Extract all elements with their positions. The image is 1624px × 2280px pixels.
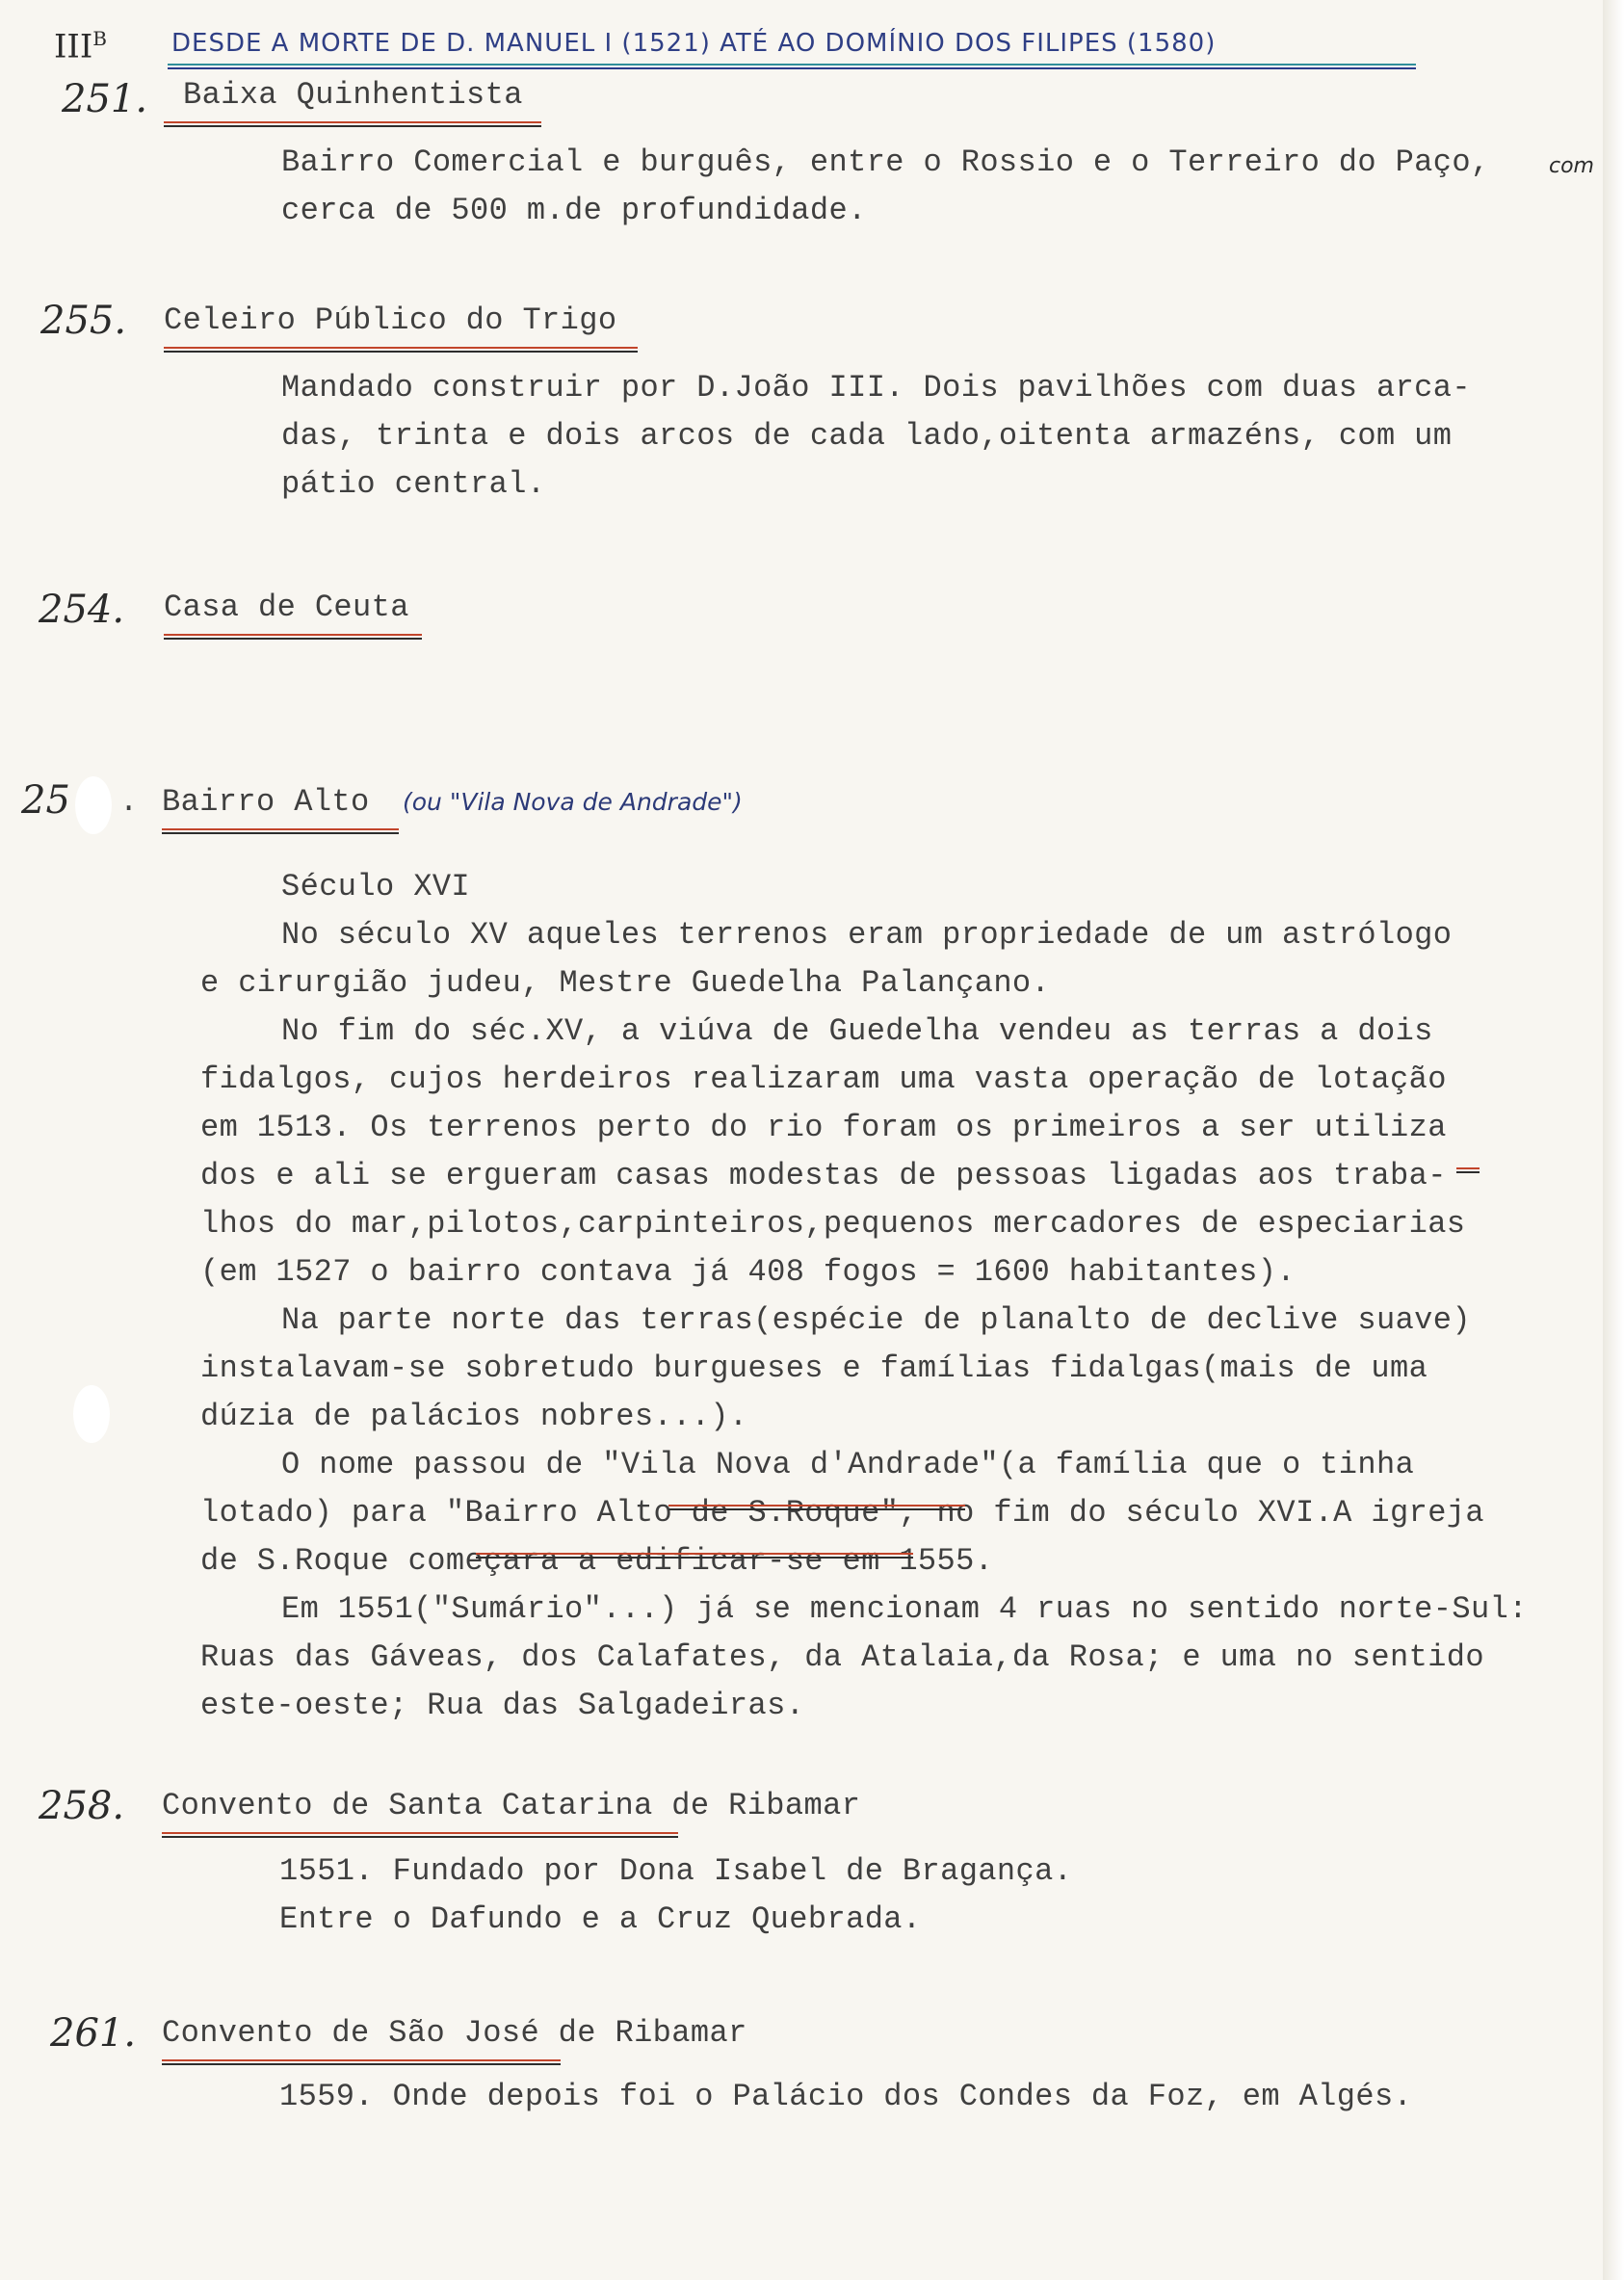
handwritten-note: (ou "Vila Nova de Andrade")	[403, 788, 743, 816]
text-line: e cirurgião judeu, Mestre Guedelha Palançano.	[200, 965, 1051, 1001]
entry-title-underline	[162, 1832, 678, 1838]
text-line: (em 1527 o bairro contava já 408 fogos = 1600 habitantes).	[200, 1254, 1296, 1290]
text-line: em 1513. Os terrenos perto do rio foram os primeiros a ser utiliza	[200, 1110, 1447, 1145]
text-line: este-oeste; Rua das Salgadeiras.	[200, 1688, 805, 1723]
entry-title: Bairro Alto	[162, 784, 370, 820]
text-line: Século XVI	[281, 869, 471, 904]
title-underline	[168, 64, 1416, 69]
text-line: Ruas das Gáveas, dos Calafates, da Atalaia,da Rosa; e uma no sentido	[200, 1639, 1485, 1675]
entry-number: 255.	[40, 299, 127, 343]
entry-title-line	[162, 1788, 860, 1823]
text-line: Bairro Comercial e burguês, entre o Rossio e o Terreiro do Paço,	[281, 144, 1490, 180]
entry-title: Convento de Santa Catarina	[162, 1788, 653, 1823]
entry-title-underline	[164, 121, 541, 127]
margin-note: com	[1549, 154, 1594, 178]
entry-text	[279, 2073, 1412, 2121]
entry-title-underline	[162, 2059, 561, 2065]
entry-number: 254.	[39, 588, 125, 632]
text-line: Mandado construir por D.João III. Dois pavilhões com duas arca-	[281, 370, 1471, 406]
entry-number-dot: .	[119, 784, 139, 820]
text-line: pátio central.	[281, 466, 546, 502]
entry-title-suffix: de Ribamar	[671, 1788, 861, 1823]
text-line: dúzia de palácios nobres...).	[200, 1399, 748, 1434]
entry-number: 25	[21, 778, 70, 823]
text-line: lotado) para "Bairro Alto de S.Roque", no fim do século XVI.A igreja	[200, 1495, 1485, 1531]
text-underline	[668, 1505, 965, 1510]
entry-text	[281, 139, 1490, 235]
entry-number: 258.	[39, 1784, 125, 1828]
entry-title-underline	[164, 634, 422, 640]
entry-title-line	[162, 2015, 747, 2051]
entry-title-underline	[162, 828, 399, 834]
text-underline	[1456, 1167, 1480, 1173]
entry-title: Casa de Ceuta	[164, 590, 409, 625]
text-line: No século XV aqueles terrenos eram propriedade de um astrólogo	[281, 917, 1453, 953]
text-underline	[476, 1553, 913, 1559]
text-line: instalavam-se sobretudo burgueses e famílias fidalgas(mais de uma	[200, 1350, 1428, 1386]
punch-hole	[75, 776, 112, 834]
text-line: No fim do séc.XV, a viúva de Guedelha vendeu as terras a dois	[281, 1013, 1433, 1049]
entry-number: 261.	[50, 2011, 137, 2056]
text-line: 1551. Fundado por Dona Isabel de Bragança.	[279, 1853, 1073, 1889]
text-line: lhos do mar,pilotos,carpinteiros,pequenos mercadores de especiarias	[200, 1206, 1466, 1242]
entry-number: 251.	[62, 77, 148, 121]
entry-title: Convento de São José	[162, 2015, 540, 2051]
entry-text	[200, 863, 1528, 1730]
entry-title: Baixa Quinhentista	[183, 77, 523, 113]
text-line: Em 1551("Sumário"...) já se mencionam 4 ruas no sentido norte-Sul:	[281, 1591, 1528, 1627]
text-line: 1559. Onde depois foi o Palácio dos Condes da Foz, em Algés.	[279, 2079, 1413, 2114]
text-line: Na parte norte das terras(espécie de planalto de declive suave)	[281, 1302, 1471, 1338]
text-line: fidalgos, cujos herdeiros realizaram uma vasta operação de lotação	[200, 1061, 1447, 1097]
entry-title-underline	[164, 347, 638, 353]
punch-hole	[73, 1385, 110, 1443]
text-line: de S.Roque começara a edificar-se em 1555.	[200, 1543, 994, 1579]
entry-title: Celeiro Público do Trigo	[164, 302, 617, 338]
entry-title-suffix: de Ribamar	[558, 2015, 747, 2051]
section-mark: $III^B$	[54, 27, 107, 66]
text-line: O nome passou de "Vila Nova d'Andrade"(a família que o tinha	[281, 1447, 1415, 1482]
page-title: DESDE A MORTE DE D. MANUEL I (1521) ATÉ AO DOMÍNIO DOS FILIPES (1580)	[171, 29, 1217, 58]
text-line: Entre o Dafundo e a Cruz Quebrada.	[279, 1901, 922, 1937]
entry-text	[279, 1848, 1072, 1944]
text-line: cerca de 500 m.de profundidade.	[281, 193, 867, 228]
text-line: dos e ali se ergueram casas modestas de pessoas ligadas aos traba-	[200, 1158, 1447, 1193]
paper-edge	[1603, 0, 1624, 2280]
text-line: das, trinta e dois arcos de cada lado,oitenta armazéns, com um	[281, 418, 1453, 454]
entry-text	[281, 364, 1471, 509]
